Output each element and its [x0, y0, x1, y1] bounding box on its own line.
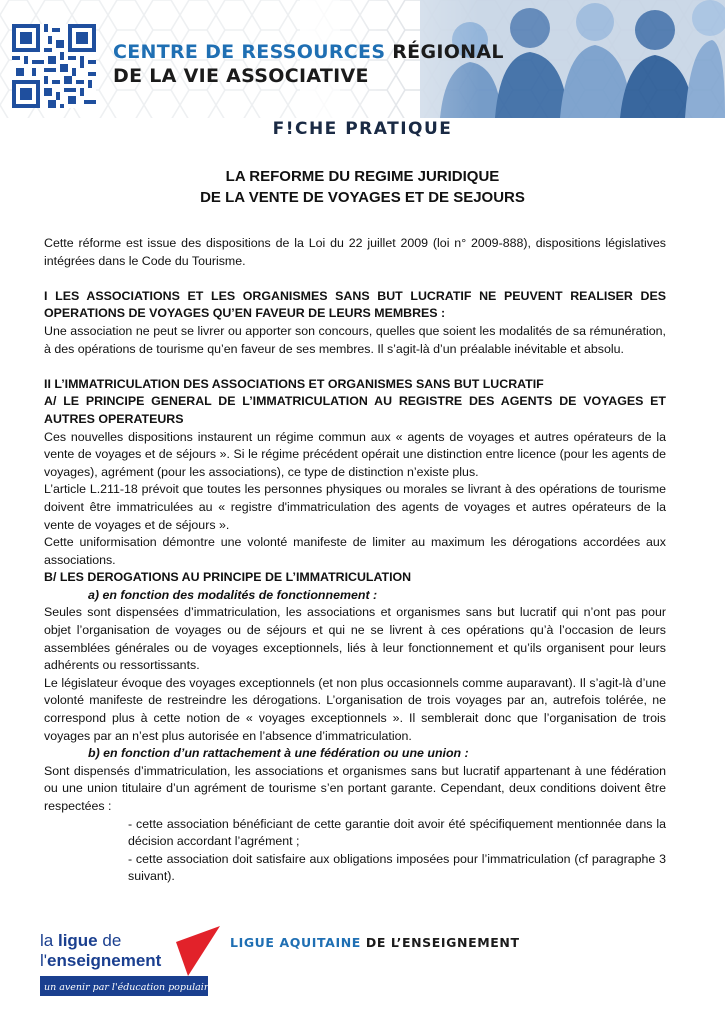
- document-title-line2: DE LA VENTE DE VOYAGES ET DE SEJOURS: [200, 189, 525, 206]
- centre-title-line2: DE LA VIE ASSOCIATIVE: [113, 65, 369, 87]
- condition-list-item-2: - cette association doit satisfaire aux obligations imposées pour l’immatriculation (cf paragraphe 3 suivant).: [128, 851, 666, 884]
- ligue-enseignement-logo: [38, 924, 228, 1020]
- section-2a-paragraph-1: Ces nouvelles dispositions instaurent un régime commun aux « agents de voyages et autres opérateurs de la vente de voyages et de séjours ». Si le régime précédent opérait une distinction entre licence (pour les agents de voyages), agrément (pour les associations), ce type de distinction n’existe plus.: [44, 429, 666, 479]
- document-title: [0, 166, 725, 208]
- section-2b-a-paragraph-1: Seules sont dispensées d’immatriculation, les associations et organismes sans but lucratif qui n’ont pas pour objet l’organisation de voyages ou de séjours et qui ne se livrent à ces opérations qu’à l’occasion de leurs assemblées générales ou de voyages exceptionnels, liés à leur fonctionnement et qu’ils organisent pour leurs adhérents ou ressortissants.: [44, 605, 666, 673]
- svg-text:l'enseignement: [40, 951, 162, 970]
- logo-word-enseignement: enseignement: [47, 951, 162, 970]
- section-2-heading: II L’IMMATRICULATION DES ASSOCIATIONS ET ORGANISMES SANS BUT LUCRATIF: [44, 376, 544, 391]
- section-2b-b-heading: b) en fonction d’un rattachement à une fédération ou une union :: [88, 746, 469, 761]
- section-2b-a-paragraph-2: Le législateur évoque des voyages exceptionnels (et non plus occasionnels comme auparavant). Il s’agit-là d’une volonté manifeste de restreindre les dérogations. L’organisation de trois voyages par an, autrefois tolérée, ne correspond plus à cette notion de « voyages exceptionnels ». Il semblerait donc que l’organisation de trois voyages par an n’est plus autorisée en l’absence d’immatriculation.: [44, 675, 666, 743]
- intro-paragraph: Cette réforme est issue des dispositions de la Loi du 22 juillet 2009 (loi n° 2009-888), dispositions législatives intégrées dans le Code du Tourisme.: [44, 236, 666, 268]
- logo-word-de: de: [97, 931, 122, 950]
- fiche-pratique-label: F!CHE PRATIQUE: [272, 119, 453, 139]
- paragraph-spacer: [44, 270, 666, 288]
- section-2a-paragraph-2: L’article L.211-18 prévoit que toutes les personnes physiques ou morales se livrant à des opérations de tourisme doivent être immatriculées au « registre d'immatriculation des agents de voyages et autres opérateurs de la vente de voyages et de séjours ».: [44, 482, 666, 532]
- section-2b-a-heading: a) en fonction des modalités de fonctionnement :: [88, 587, 378, 602]
- header-banner: [0, 0, 725, 118]
- logo-word-l: l': [40, 951, 48, 970]
- logo-word-ligue: ligue: [57, 931, 98, 950]
- logo-word-la: la: [40, 931, 58, 950]
- qr-code-icon: [12, 24, 96, 108]
- centre-title-blue-part: CENTRE DE RESSOURCES: [113, 41, 386, 63]
- document-body: [44, 235, 666, 886]
- ligue-aquitaine-label: [230, 935, 520, 950]
- section-2b-b-paragraph-1: Sont dispensés d’immatriculation, les associations et organismes sans but lucratif appartenant à une fédération ou une union titulaire d’un agrément de tourisme s’en portant garante. Cependant, deux conditions doivent être respectées :: [44, 763, 666, 813]
- centre-title-dark-part: RÉGIONAL: [385, 41, 504, 63]
- document-title-line1: LA REFORME DU REGIME JURIDIQUE: [225, 168, 500, 185]
- section-2a-paragraph-3: Cette uniformisation démontre une volonté manifeste de limiter au maximum les dérogations accordées aux associations.: [44, 535, 666, 567]
- ligue-aquitaine-blue-part: LIGUE AQUITAINE: [230, 935, 361, 950]
- condition-list-item-1: - cette association bénéficiant de cette garantie doit avoir été spécifiquement mentionnée dans la décision accordant l’agrément ;: [128, 816, 666, 849]
- centre-ressources-title: [113, 40, 504, 88]
- svg-text:la ligue de: [40, 931, 121, 950]
- section-2b-heading: B/ LES DEROGATIONS AU PRINCIPE DE L’IMMATRICULATION: [44, 570, 412, 585]
- section-1-paragraph: Une association ne peut se livrer ou apporter son concours, quelles que soient les modalités de sa rémunération, à des opérations de tourisme qu’en faveur de ses membres. Il s’agit-là d’un préalable inévitable et absolu.: [44, 323, 666, 356]
- section-1-heading: I LES ASSOCIATIONS ET LES ORGANISMES SANS BUT LUCRATIF NE PEUVENT REALISER DES OPERATIONS DE VOYAGES QU’EN FAVEUR DE LEURS MEMBRES :: [44, 288, 666, 321]
- section-2a-heading: A/ LE PRINCIPE GENERAL DE L’IMMATRICULATION AU REGISTRE DES AGENTS DE VOYAGES ET AUTRES OPERATEURS: [44, 394, 666, 426]
- paragraph-spacer: [44, 358, 666, 376]
- ligue-aquitaine-dark-part: DE L’ENSEIGNEMENT: [360, 935, 520, 950]
- logo-tagline: un avenir par l'éducation populaire: [44, 982, 215, 993]
